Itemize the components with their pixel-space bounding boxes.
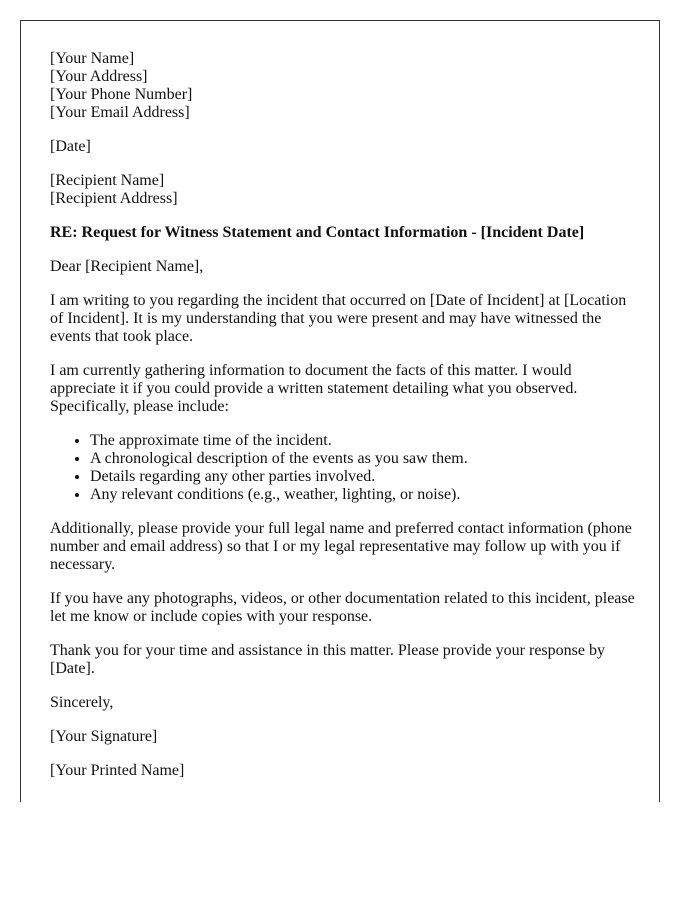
list-item: • A chronological description of the events as you saw them. [90, 450, 640, 468]
list-item: • Any relevant conditions (e.g., weather, lighting, or noise). [90, 486, 640, 504]
requested-details-list [50, 432, 640, 504]
list-item: • Details regarding any other parties involved. [90, 468, 640, 486]
letter-content [50, 50, 640, 796]
letter-date: [Date] [50, 138, 91, 155]
recipient-name: [Recipient Name] [50, 172, 165, 189]
body-paragraph-4: If you have any photographs, videos, or other documentation related to this incident, please let me know or include copies with your response. [50, 590, 635, 625]
printed-name: [Your Printed Name] [50, 762, 185, 779]
list-item: • The approximate time of the incident. [90, 432, 640, 450]
sender-block [50, 50, 640, 122]
subject-line: RE: Request for Witness Statement and Contact Information - [Incident Date] [50, 224, 585, 241]
body-paragraph-1: I am writing to you regarding the incident that occurred on [Date of Incident] at [Location of Incident]. It is my understanding that you were present and may have witnessed the events that took place. [50, 292, 627, 345]
letter-page [20, 20, 660, 802]
body-paragraph-5: Thank you for your time and assistance in this matter. Please provide your response by [Date]. [50, 642, 605, 677]
salutation: Dear [Recipient Name], [50, 258, 204, 275]
recipient-address: [Recipient Address] [50, 190, 178, 207]
body-paragraph-2: I am currently gathering information to document the facts of this matter. I would appreciate it if you could provide a written statement detailing what you observed. Specifically, please include: [50, 362, 578, 415]
sender-phone: [Your Phone Number] [50, 86, 193, 103]
signature: [Your Signature] [50, 728, 158, 745]
sign-off: Sincerely, [50, 694, 114, 711]
body-paragraph-3: Additionally, please provide your full legal name and preferred contact information (phone number and email address) so that I or my legal representative may follow up with you if necessary. [50, 520, 632, 573]
sender-name: [Your Name] [50, 50, 135, 67]
sender-address: [Your Address] [50, 68, 148, 85]
recipient-block [50, 172, 640, 208]
sender-email: [Your Email Address] [50, 104, 190, 121]
